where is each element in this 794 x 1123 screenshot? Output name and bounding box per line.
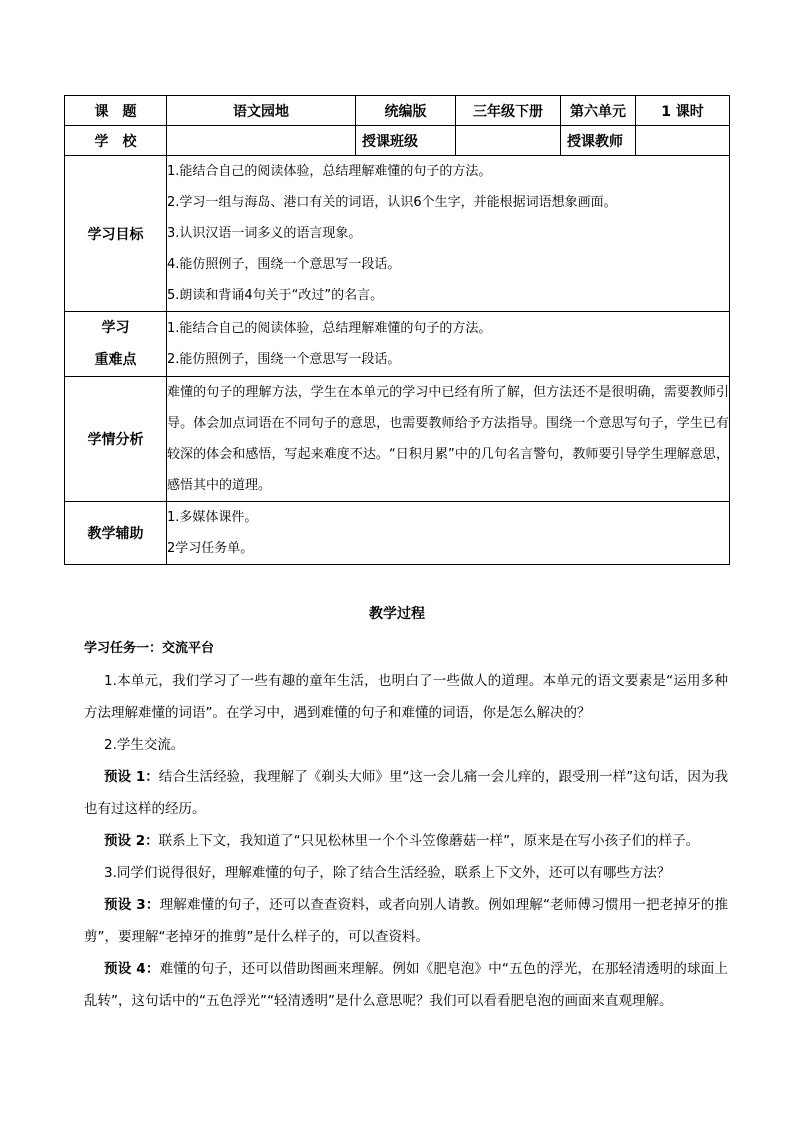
key-points-label xyxy=(65,312,167,377)
paragraph: 1.本单元，我们学习了一些有趣的童年生活，也明白了一些做人的道理。本单元的语文要素是“运用多种方法理解难懂的词语”。在学习中，遇到难懂的句子和难懂的词语，你是怎么解决的？ xyxy=(84,673,728,721)
goal-item: 3.认识汉语一词多义的语言现象。 xyxy=(167,226,362,241)
school-label: 学 校 xyxy=(65,126,167,156)
process-title: 教学过程 xyxy=(369,606,425,622)
goals-list xyxy=(167,156,730,312)
preset-text: 难懂的句子，还可以借助图画来理解。例如《肥皂泡》中“五色的浮光，在那轻清透明的球面上乱转”，这句话中的“五色浮光”“轻清透明”是什么意思呢？我们可以看看肥皂泡的画面来直观理解。 xyxy=(84,961,728,1009)
edition: 统编版 xyxy=(356,96,456,126)
preset-text: 结合生活经验，我理解了《剃头大师》里“这一会儿痛一会儿痒的，跟受刑一样”这句话，因为我也有过这样的经历。 xyxy=(84,769,728,817)
key-points-label-line1: 学习 xyxy=(101,320,130,336)
hours: 1 课时 xyxy=(636,96,730,126)
class-label: 授课班级 xyxy=(356,126,456,156)
course-label: 课 题 xyxy=(65,96,167,126)
preset-label: 预设 1： xyxy=(104,769,159,785)
preset-label: 预设 3： xyxy=(104,897,160,913)
goal-item: 4.能仿照例子，围绕一个意思写一段话。 xyxy=(167,257,401,272)
process-body xyxy=(84,633,728,1017)
grade: 三年级下册 xyxy=(456,96,561,126)
aid-item: 2学习任务单。 xyxy=(167,541,254,556)
key-points-list xyxy=(167,312,730,377)
goal-item: 2.学习一组与海岛、港口有关的词语，认识6个生字，并能根据词语想象画面。 xyxy=(167,195,617,210)
key-point-item: 1.能结合自己的阅读体验，总结理解难懂的句子的方法。 xyxy=(167,321,492,336)
goal-item: 1.能结合自己的阅读体验，总结理解难懂的句子的方法。 xyxy=(167,164,492,179)
goal-item: 5.朗读和背诵4句关于“改过”的名言。 xyxy=(167,288,384,303)
preset-label: 预设 2： xyxy=(104,833,159,849)
aids-list xyxy=(167,502,730,565)
teacher-value xyxy=(636,126,730,156)
key-points-label-line2: 重难点 xyxy=(94,352,137,368)
preset-text: 联系上下文，我知道了“只见松林里一个个斗笠像蘑菇一样”，原来是在写小孩子们的样子。 xyxy=(158,833,700,849)
aid-item: 1.多媒体课件。 xyxy=(167,510,258,525)
school-value xyxy=(167,126,356,156)
analysis-text: 难懂的句子的理解方法，学生在本单元的学习中已经有所了解，但方法还不是很明确，需要教师引导。体会加点词语在不同句子的意思，也需要教师给予方法指导。围绕一个意思写句子，学生已有较深的体会和感悟，写起来难度不达。“日积月累”中的几句名言警句，教师要引导学生理解意思，感悟其中的道理。 xyxy=(167,377,730,502)
teacher-label: 授课教师 xyxy=(561,126,636,156)
course-value: 语文园地 xyxy=(167,96,356,126)
aids-label: 教学辅助 xyxy=(65,502,167,565)
preset-paragraph xyxy=(84,761,728,825)
preset-label: 预设 4： xyxy=(104,961,160,977)
preset-paragraph xyxy=(84,889,728,953)
preset-text: 理解难懂的句子，还可以查查资料，或者向别人请教。例如理解“老师傅习惯用一把老掉牙的推剪”，要理解“老掉牙的推剪”是什么样子的，可以查资料。 xyxy=(84,897,728,945)
preset-paragraph xyxy=(84,953,728,1017)
paragraph: 2.学生交流。 xyxy=(104,737,185,753)
lesson-info-table xyxy=(64,95,730,565)
analysis-label: 学情分析 xyxy=(65,377,167,502)
key-point-item: 2.能仿照例子，围绕一个意思写一段话。 xyxy=(167,352,401,367)
goals-label: 学习目标 xyxy=(65,156,167,312)
class-value xyxy=(456,126,561,156)
paragraph: 3.同学们说得很好，理解难懂的句子，除了结合生活经验，联系上下文外，还可以有哪些方法？ xyxy=(104,865,671,881)
unit: 第六单元 xyxy=(561,96,636,126)
task-heading: 学习任务一：交流平台 xyxy=(84,641,215,656)
preset-paragraph xyxy=(84,825,728,857)
